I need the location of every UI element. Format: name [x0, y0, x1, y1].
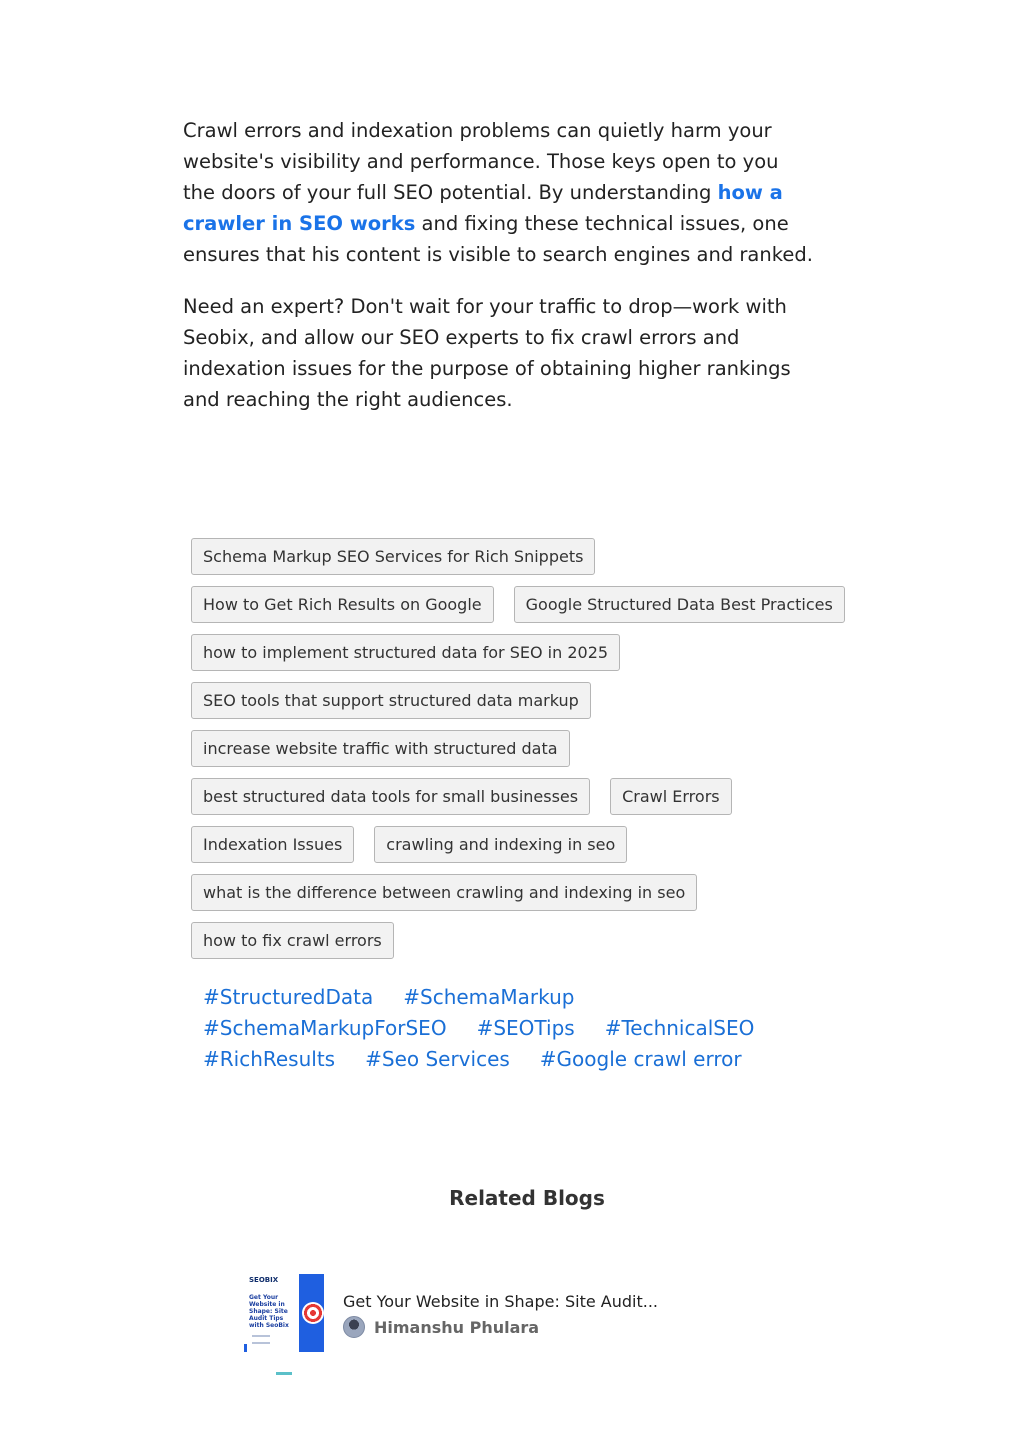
paragraph-text: Crawl errors and indexation problems can quietly harm your website's visibility and performance. Those keys open to you the doors of your full SEO potential. By understanding: [183, 119, 779, 204]
tag-row: [191, 586, 833, 623]
target-icon: [302, 1302, 324, 1324]
blog-title-link[interactable]: Get Your Website in Shape: Site Audit...: [343, 1292, 658, 1311]
blog-thumbnail[interactable]: [244, 1274, 324, 1376]
thumbnail-line: [252, 1342, 270, 1344]
tag-link[interactable]: Schema Markup SEO Services for Rich Snippets: [191, 538, 595, 575]
hashtag-link[interactable]: #SchemaMarkup: [403, 985, 575, 1009]
tag-link[interactable]: SEO tools that support structured data markup: [191, 682, 591, 719]
tag-link[interactable]: increase website traffic with structured data: [191, 730, 570, 767]
thumbnail-line: [252, 1335, 270, 1337]
hashtag-link[interactable]: #StructuredData: [203, 985, 374, 1009]
tag-list: [191, 538, 833, 970]
tag-link[interactable]: what is the difference between crawling and indexing in seo: [191, 874, 697, 911]
thumbnail-brand: SEOBIX: [249, 1276, 279, 1284]
tag-row: [191, 730, 811, 767]
related-blogs-heading: Related Blogs: [449, 1186, 605, 1210]
hashtag-list: [203, 982, 823, 1075]
hashtag-link[interactable]: #RichResults: [203, 1047, 336, 1071]
tag-link[interactable]: How to Get Rich Results on Google: [191, 586, 494, 623]
avatar[interactable]: [343, 1316, 365, 1338]
tag-link[interactable]: best structured data tools for small businesses: [191, 778, 590, 815]
tag-link[interactable]: Google Structured Data Best Practices: [514, 586, 845, 623]
hashtag-row: [203, 982, 823, 1013]
tag-link[interactable]: Indexation Issues: [191, 826, 354, 863]
hashtag-row: [203, 1044, 823, 1075]
thumbnail-headline: Get Your Website in Shape: Site Audit Tips with SeoBix: [249, 1294, 289, 1329]
thumbnail-footer: [276, 1372, 292, 1375]
hashtag-row: [203, 1013, 823, 1044]
tag-row: [191, 538, 811, 575]
tag-row: [191, 778, 811, 815]
tag-link[interactable]: crawling and indexing in seo: [374, 826, 627, 863]
tag-link[interactable]: how to implement structured data for SEO in 2025: [191, 634, 620, 671]
thumbnail-stripe: [244, 1344, 247, 1352]
tag-row: [191, 826, 811, 863]
tag-row: [191, 634, 811, 671]
hashtag-link[interactable]: #Google crawl error: [539, 1047, 742, 1071]
tag-row: [191, 682, 811, 719]
tag-row: [191, 922, 811, 959]
hashtag-link[interactable]: #Seo Services: [365, 1047, 510, 1071]
tag-link[interactable]: how to fix crawl errors: [191, 922, 394, 959]
article-body: [183, 115, 813, 436]
paragraph-text: and fixing these technical issues, one ensures that his content is visible to search engines and ranked.: [183, 212, 813, 266]
tag-link[interactable]: Crawl Errors: [610, 778, 732, 815]
tag-row: [191, 874, 811, 911]
related-blog-card[interactable]: [244, 1274, 658, 1376]
article-paragraph-1: [183, 115, 813, 270]
hashtag-link[interactable]: #TechnicalSEO: [604, 1016, 755, 1040]
article-paragraph-2: Need an expert? Don't wait for your traffic to drop—work with Seobix, and allow our SEO experts to fix crawl errors and indexation issues for the purpose of obtaining higher rankings and reaching the right audiences.: [183, 295, 791, 411]
author-row: [343, 1316, 658, 1338]
hashtag-link[interactable]: #SchemaMarkupForSEO: [203, 1016, 447, 1040]
crawler-seo-link[interactable]: how a crawler in SEO works: [183, 181, 783, 235]
author-name-link[interactable]: Himanshu Phulara: [374, 1317, 540, 1337]
hashtag-link[interactable]: #SEOTips: [476, 1016, 575, 1040]
blog-info: [343, 1292, 658, 1338]
